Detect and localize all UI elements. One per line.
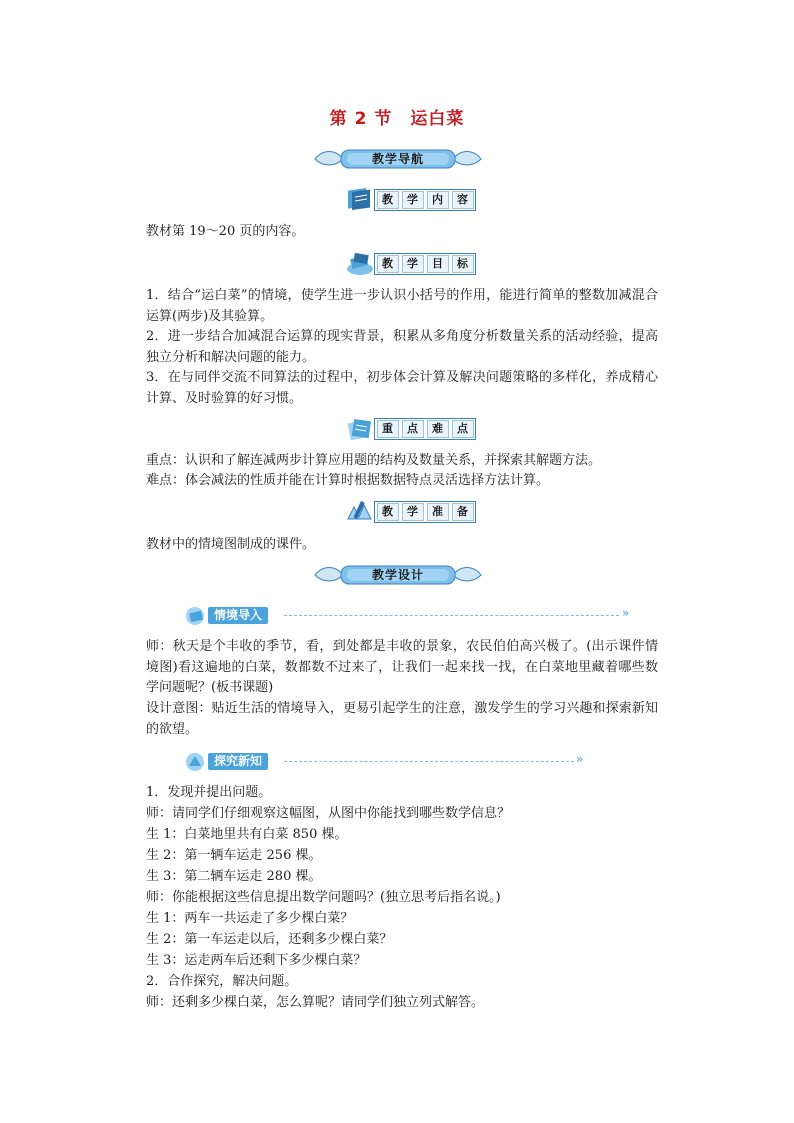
document-icon	[345, 416, 375, 442]
double-chevron-icon: »	[576, 752, 584, 766]
intro-teacher-text: 师：秋天是个丰收的季节，看，到处都是丰收的景象，农民伯伯高兴极了。(出示课件情境图)看这遍地的白菜，数都数不过来了，让我们一起来找一找，在白菜地里藏着哪些数学问题呢？(板书课题)	[146, 639, 658, 695]
prep-header-char: 备	[452, 503, 474, 521]
explore-tab	[184, 751, 644, 773]
explore-line: 生 2：第一车运走以后，还剩多少棵白菜？	[146, 932, 393, 947]
design-ribbon-label: 教学设计	[371, 568, 424, 582]
design-ribbon	[313, 563, 483, 587]
key-point: 重点：认识和了解连减两步计算应用题的结构及数量关系，并探索其解题方法。	[146, 453, 602, 468]
difficult-point: 难点：体会减法的性质并能在计算时根据数据特点灵活选择方法计算。	[146, 473, 550, 488]
goals-header-char: 教	[377, 255, 399, 273]
content-header-char: 教	[377, 191, 399, 209]
goals-header-char: 目	[427, 255, 449, 273]
explore-line: 生 3：运走两车后还剩下多少棵白菜？	[146, 953, 367, 968]
content-header	[345, 187, 480, 213]
explore-line: 2．合作探究，解决问题。	[146, 974, 298, 989]
pencil-icon	[345, 499, 375, 525]
keypoints-header-char: 点	[452, 420, 474, 438]
prep-text: 教材中的情境图制成的课件。	[146, 537, 316, 552]
explore-icon	[184, 751, 210, 773]
explore-line: 生 3：第二辆车运走 280 棵。	[146, 869, 322, 884]
prep-header-char: 准	[427, 503, 449, 521]
keypoints-header-char: 难	[427, 420, 449, 438]
nav-ribbon-label: 教学导航	[371, 152, 424, 166]
content-header-char: 内	[427, 191, 449, 209]
content-header-char: 容	[452, 191, 474, 209]
book-icon	[345, 187, 375, 213]
intro-tab	[184, 605, 644, 627]
explore-line: 生 2：第一辆车运走 256 棵。	[146, 848, 322, 863]
goal-item: 1．结合“运白菜”的情境，使学生进一步认识小括号的作用，能进行简单的整数加减混合运算(两步)及其验算。	[146, 288, 658, 324]
goals-header-char: 标	[452, 255, 474, 273]
prep-header-char: 教	[377, 503, 399, 521]
explore-line: 师：请同学们仔细观察这幅图，从图中你能找到哪些数学信息？	[146, 806, 511, 821]
double-chevron-icon: »	[622, 606, 630, 620]
explore-line: 师：还剩多少棵白菜，怎么算呢？请同学们独立列式解答。	[146, 995, 485, 1010]
nav-ribbon	[313, 147, 483, 171]
explore-line: 师：你能根据这些信息提出数学问题吗？(独立思考后指名说。)	[146, 890, 501, 905]
explore-line: 1．发现并提出问题。	[146, 785, 272, 800]
intro-tab-label: 情境导入	[208, 607, 268, 624]
goals-header-char: 学	[402, 255, 424, 273]
keypoints-header	[345, 416, 480, 442]
content-header-char: 学	[402, 191, 424, 209]
keypoints-header-char: 重	[377, 420, 399, 438]
explore-line: 生 1：白菜地里共有白菜 850 棵。	[146, 827, 348, 842]
intro-intent-text: 设计意图：贴近生活的情境导入，更易引起学生的注意，激发学生的学习兴趣和探索新知的欲望。	[146, 701, 658, 737]
content-text: 教材第 19～20 页的内容。	[146, 224, 305, 239]
explore-line: 生 1：两车一共运走了多少棵白菜？	[146, 911, 354, 926]
goals-header	[345, 251, 480, 277]
goal-item: 3．在与同伴交流不同算法的过程中，初步体会计算及解决问题策略的多样化，养成精心计算、及时验算的好习惯。	[146, 370, 658, 406]
books-icon	[345, 251, 375, 277]
lesson-icon	[184, 605, 210, 627]
goal-item: 2．进一步结合加减混合运算的现实背景，积累从多角度分析数量关系的活动经验，提高独立分析和解决问题的能力。	[146, 329, 658, 365]
page-title: 第 2 节 运白菜	[329, 109, 465, 129]
prep-header	[345, 499, 480, 525]
prep-header-char: 学	[402, 503, 424, 521]
keypoints-header-char: 点	[402, 420, 424, 438]
explore-tab-label: 探究新知	[208, 753, 268, 770]
